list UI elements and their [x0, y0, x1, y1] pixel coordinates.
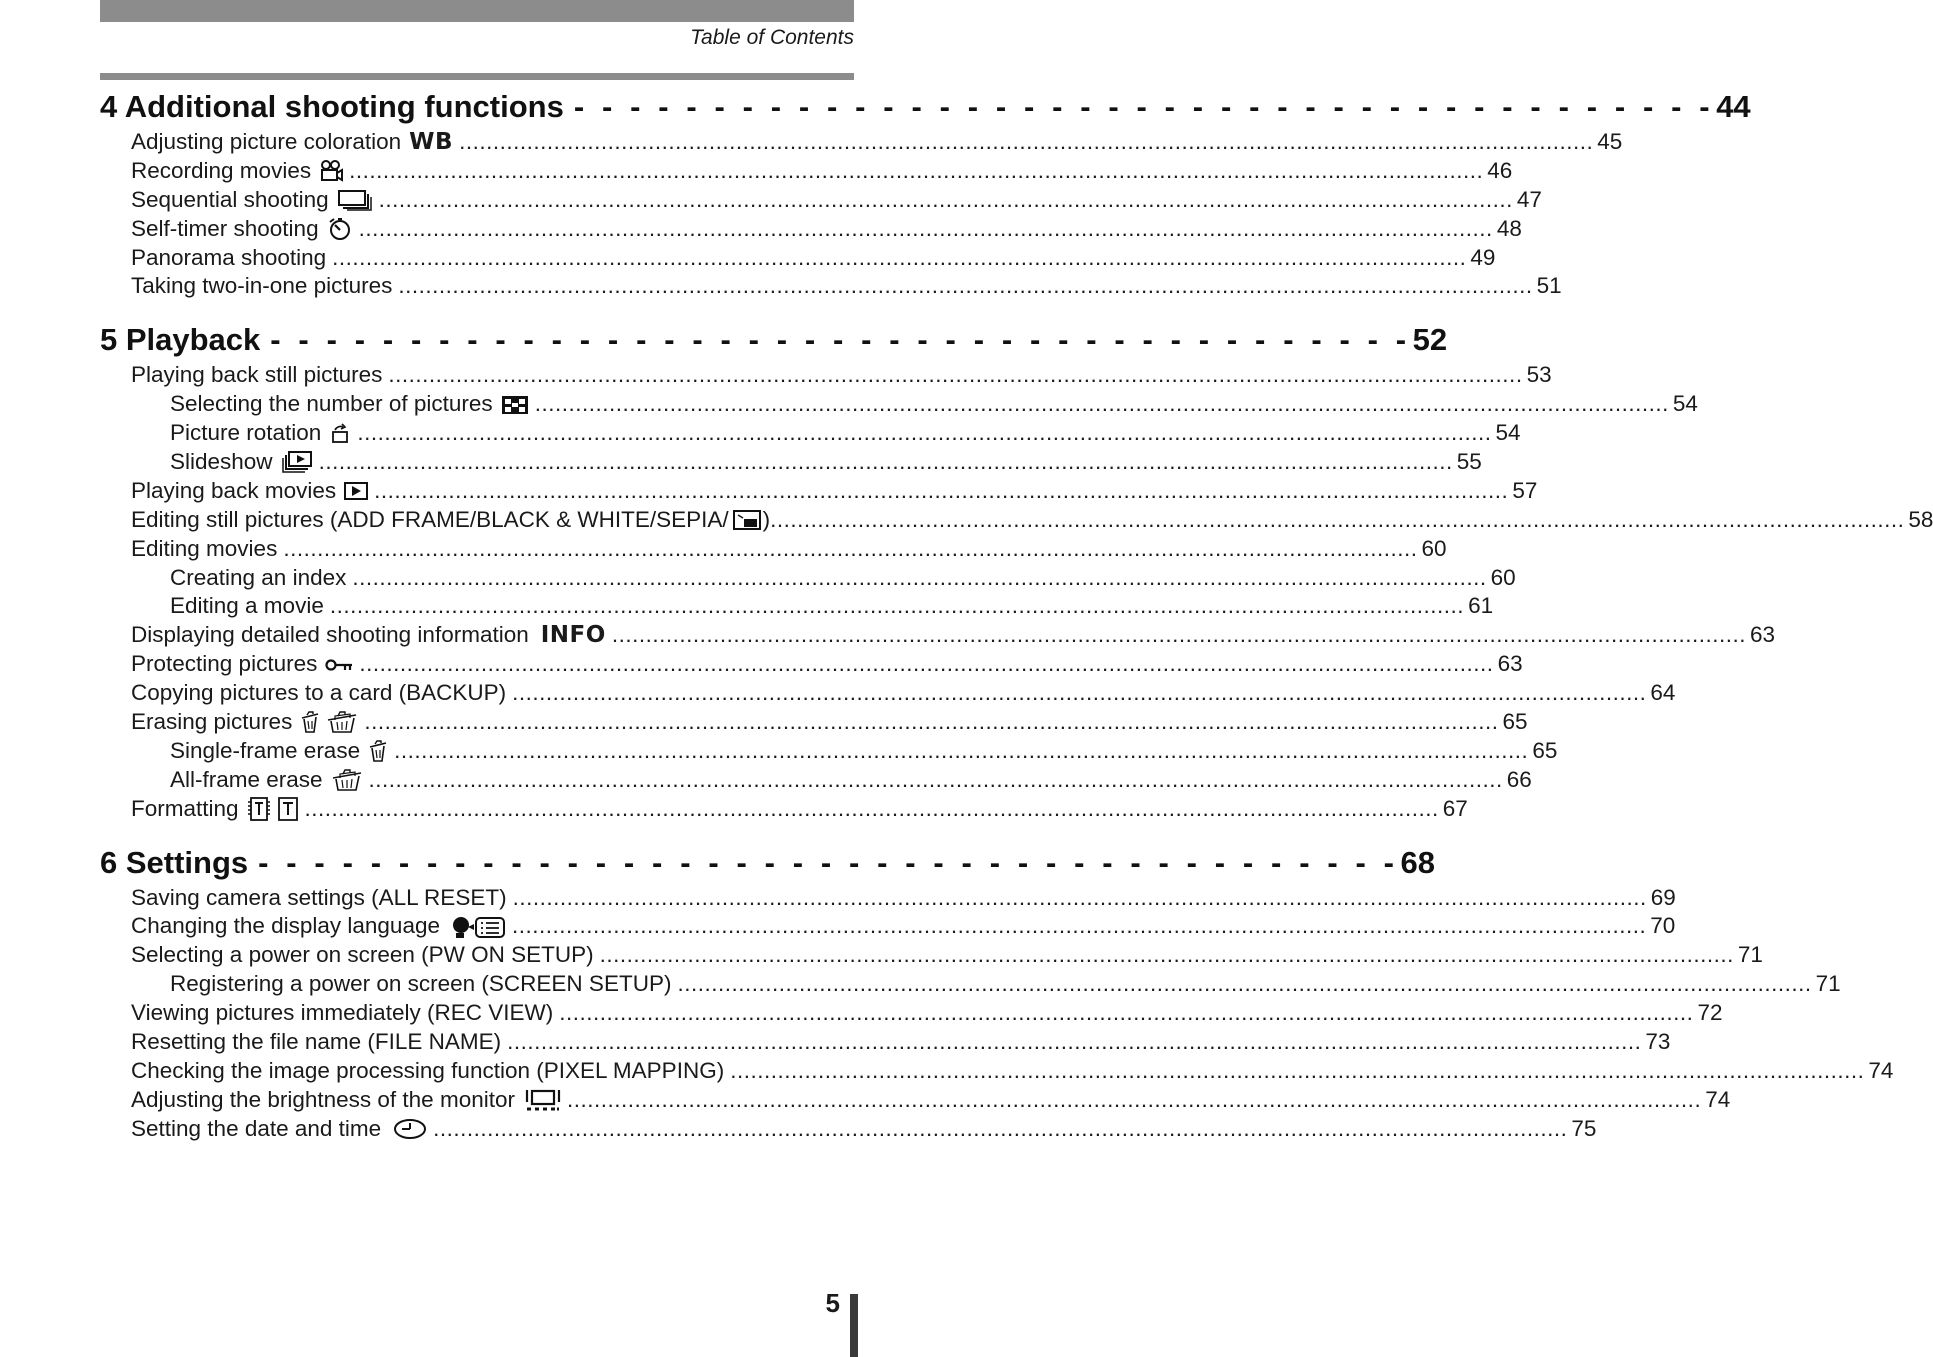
toc-entry[interactable]	[100, 1028, 1671, 1057]
toc-entry[interactable]	[100, 272, 1562, 301]
header-rule	[100, 73, 854, 80]
dot-leader: ........................................................................................................................................................................	[304, 795, 1439, 821]
toc-entry[interactable]	[100, 564, 1516, 593]
toc-entry[interactable]	[100, 244, 1496, 273]
entry-page: 45	[1597, 129, 1623, 154]
entry-page: 54	[1672, 391, 1698, 417]
entry-title: Slideshow	[170, 449, 273, 475]
toc-entry[interactable]	[100, 1086, 1731, 1115]
dot-leader: ........................................................................................................................................................................	[770, 506, 1905, 532]
all-erase-icon	[331, 768, 363, 792]
entry-title: Single-frame erase	[170, 737, 361, 763]
movie-play-icon	[344, 481, 368, 501]
chapter-title: 5 Playback	[100, 322, 261, 358]
entry-title: Editing a movie	[170, 593, 324, 619]
entry-page: 60	[1490, 564, 1516, 590]
entry-title: Adjusting picture coloration	[131, 129, 402, 154]
toc-entry[interactable]	[100, 679, 1676, 708]
sequential-shooting-icon	[337, 189, 373, 211]
dot-leader: ........................................................................................................................................................................	[349, 157, 1484, 183]
toc-entry[interactable]	[100, 592, 1494, 621]
entry-page: 47	[1516, 186, 1542, 212]
dot-leader: ........................................................................................................................................................................	[611, 622, 1747, 648]
dot-leader: ........................................................................................................................................................................	[357, 420, 1492, 446]
entry-page: 70	[1650, 913, 1676, 939]
entry-page: 75	[1571, 1115, 1597, 1141]
toc-entry[interactable]	[100, 621, 1776, 650]
header-label: Table of Contents	[690, 26, 854, 49]
all-erase-icon	[326, 710, 358, 734]
self-timer-icon	[327, 217, 353, 241]
entry-page: 60	[1421, 535, 1447, 561]
toc-entry[interactable]	[100, 390, 1698, 419]
entry-page: 48	[1496, 215, 1522, 241]
dot-leader: ........................................................................................................................................................................	[512, 913, 1647, 939]
entry-title: Playing back still pictures	[131, 362, 383, 388]
entry-page: 74	[1705, 1086, 1731, 1112]
entry-title: Picture rotation	[170, 420, 322, 446]
dot-leader: ........................................................................................................................................................................	[677, 971, 1812, 997]
dot-leader: ........................................................................................................................................................................	[599, 942, 1734, 968]
entry-page: 54	[1495, 420, 1521, 446]
monitor-brightness-icon	[525, 1088, 561, 1112]
top-bar	[100, 0, 854, 22]
dot-leader: ........................................................................................................................................................................	[352, 564, 1487, 590]
single-erase-icon	[368, 739, 388, 763]
entry-page: 63	[1497, 651, 1523, 677]
entry-page: 67	[1442, 795, 1468, 821]
entry-title: Setting the date and time	[131, 1115, 382, 1141]
rotation-icon	[329, 423, 351, 445]
entry-page: 49	[1470, 244, 1496, 270]
dot-leader: ........................................................................................................................................................................	[559, 1000, 1694, 1026]
toc-entry[interactable]	[100, 157, 1513, 186]
dot-leader: ........................................................................................................................................................................	[388, 362, 1523, 388]
chapter-page: 44	[1716, 89, 1751, 124]
dot-leader: ........................................................................................................................................................................	[534, 391, 1669, 417]
entry-title: Viewing pictures immediately (REC VIEW)	[131, 1000, 554, 1026]
entry-page: 55	[1456, 449, 1482, 475]
entry-page: 71	[1815, 971, 1841, 997]
chapter-6-heading[interactable]	[100, 842, 1436, 884]
info-icon: INFO	[540, 622, 606, 649]
chapter-page: 52	[1412, 322, 1448, 358]
language-icon	[452, 915, 506, 939]
dot-leader: ........................................................................................................................................................................	[378, 186, 1513, 212]
entry-title: Displaying detailed shooting information	[131, 622, 529, 648]
toc-entry[interactable]	[100, 708, 1528, 737]
dot-leader: ........................................................................................................................................................................	[507, 1029, 1642, 1055]
clock-icon	[393, 1118, 427, 1140]
entry-page: 64	[1650, 680, 1676, 706]
entry-page: 66	[1506, 766, 1532, 792]
entry-title: Registering a power on screen (SCREEN SETUP)	[170, 971, 672, 997]
chapter-title: 6 Settings	[100, 844, 249, 880]
dot-leader: ........................................................................................................................................................................	[364, 709, 1499, 735]
chapter-title: 4 Additional shooting functions	[100, 89, 564, 124]
entry-page: 73	[1645, 1029, 1671, 1055]
toc-entry[interactable]	[100, 795, 1468, 824]
entry-title: Creating an index	[170, 564, 347, 590]
entry-page: 63	[1750, 622, 1776, 648]
movie-camera-icon	[319, 160, 343, 182]
entry-title: Erasing pictures	[131, 709, 293, 735]
toc-entry[interactable]	[100, 419, 1521, 448]
dot-leader: ........................................................................................................................................................................	[318, 449, 1453, 475]
chapter-5-heading[interactable]	[100, 319, 1448, 361]
entry-page: 57	[1512, 477, 1538, 503]
chapter-page: 68	[1400, 844, 1436, 880]
dot-leader: ........................................................................................................................................................................	[358, 215, 1493, 241]
page-number: 5	[825, 1288, 840, 1318]
entry-page: 58	[1908, 506, 1933, 532]
entry-title: All-frame erase	[170, 766, 323, 792]
slideshow-icon	[281, 451, 313, 473]
toc-entry[interactable]	[100, 766, 1532, 795]
toc-entry[interactable]	[100, 128, 1623, 157]
entry-title: Panorama shooting	[131, 244, 327, 270]
entry-page: 51	[1536, 273, 1562, 299]
dot-leader: ........................................................................................................................................................................	[359, 651, 1494, 677]
entry-title-suffix: )	[762, 506, 771, 532]
toc-entry[interactable]	[100, 477, 1538, 506]
entry-title: Changing the display language	[131, 913, 440, 939]
dot-leader: ........................................................................................................................................................................	[512, 884, 1647, 910]
entry-page: 72	[1697, 1000, 1723, 1026]
toc-entry[interactable]	[100, 737, 1558, 766]
entry-title: Formatting	[131, 795, 239, 821]
entry-title: Copying pictures to a card (BACKUP)	[131, 680, 507, 706]
dot-leader: ........................................................................................................................................................................	[512, 680, 1647, 706]
wb-icon: WB	[409, 129, 454, 155]
resize-icon	[733, 509, 761, 531]
dash-leader: - - - - - - - - - - - - - - - - - - - - - - - - - - - - - - - - - - - - - - - - -	[258, 844, 1399, 880]
entry-title: Editing movies	[131, 535, 278, 561]
chapter-4-heading[interactable]	[100, 86, 1751, 128]
internal-format-icon	[247, 797, 271, 821]
single-erase-icon	[300, 710, 320, 734]
toc-entry[interactable]	[100, 506, 1933, 535]
dot-leader: ........................................................................................................................................................................	[332, 244, 1467, 270]
entry-title: Self-timer shooting	[131, 215, 319, 241]
dot-leader: ........................................................................................................................................................................	[730, 1057, 1865, 1083]
dot-leader: ........................................................................................................................................................................	[374, 477, 1509, 503]
dot-leader: ........................................................................................................................................................................	[398, 273, 1533, 299]
dot-leader: ........................................................................................................................................................................	[368, 766, 1503, 792]
entry-title: Sequential shooting	[131, 186, 329, 212]
dot-leader: ........................................................................................................................................................................	[433, 1115, 1568, 1141]
entry-page: 71	[1737, 942, 1763, 968]
entry-page: 65	[1532, 737, 1558, 763]
entry-page: 53	[1526, 362, 1552, 388]
dot-leader: ........................................................................................................................................................................	[329, 593, 1465, 619]
dash-leader: - - - - - - - - - - - - - - - - - - - - - - - - - - - - - - - - - - - - - - - - -	[573, 89, 1715, 124]
entry-page: 65	[1502, 709, 1528, 735]
toc-entry[interactable]	[100, 999, 1723, 1028]
entry-title: Recording movies	[131, 157, 312, 183]
entry-title: Adjusting the brightness of the monitor	[131, 1086, 515, 1112]
toc-entry[interactable]	[100, 650, 1523, 679]
dot-leader: ........................................................................................................................................................................	[394, 737, 1529, 763]
toc-entry[interactable]	[100, 215, 1522, 244]
entry-title: Protecting pictures	[131, 651, 318, 677]
key-icon	[325, 658, 353, 672]
entry-title: Selecting the number of pictures	[170, 391, 493, 417]
entry-title: Taking two-in-one pictures	[131, 273, 393, 299]
dot-leader: ........................................................................................................................................................................	[459, 129, 1594, 154]
entry-title: Checking the image processing function (PIXEL MAPPING)	[131, 1057, 725, 1083]
dot-leader: ........................................................................................................................................................................	[566, 1086, 1702, 1112]
entry-page: 74	[1868, 1057, 1894, 1083]
toc-entry[interactable]	[100, 448, 1482, 477]
toc-entry[interactable]	[100, 361, 1552, 390]
toc-entry[interactable]	[100, 186, 1542, 215]
dot-leader: ........................................................................................................................................................................	[283, 535, 1418, 561]
toc-entry[interactable]	[100, 884, 1676, 913]
toc-entry[interactable]	[100, 941, 1763, 970]
page-edge-tab	[850, 1294, 858, 1357]
toc-entry[interactable]	[100, 1057, 1894, 1086]
toc-entry[interactable]	[100, 912, 1676, 941]
entry-page: 46	[1487, 157, 1513, 183]
entry-title: Saving camera settings (ALL RESET)	[131, 884, 507, 910]
dash-leader: - - - - - - - - - - - - - - - - - - - - - - - - - - - - - - - - - - - - - - - - -	[270, 322, 1411, 358]
toc-entry[interactable]	[100, 535, 1447, 564]
entry-title: Resetting the file name (FILE NAME)	[131, 1029, 502, 1055]
entry-page: 69	[1650, 884, 1676, 910]
toc-entry[interactable]	[100, 1115, 1597, 1144]
toc-entry[interactable]	[100, 970, 1841, 999]
entry-title: Editing still pictures (ADD FRAME/BLACK & WHITE/SEPIA/	[131, 506, 729, 532]
entry-page: 61	[1468, 593, 1494, 619]
table-of-contents	[100, 86, 1933, 1144]
entry-title: Playing back movies	[131, 477, 337, 503]
card-format-icon	[277, 797, 299, 821]
index-grid-icon	[501, 395, 529, 415]
entry-title: Selecting a power on screen (PW ON SETUP)	[131, 942, 594, 968]
